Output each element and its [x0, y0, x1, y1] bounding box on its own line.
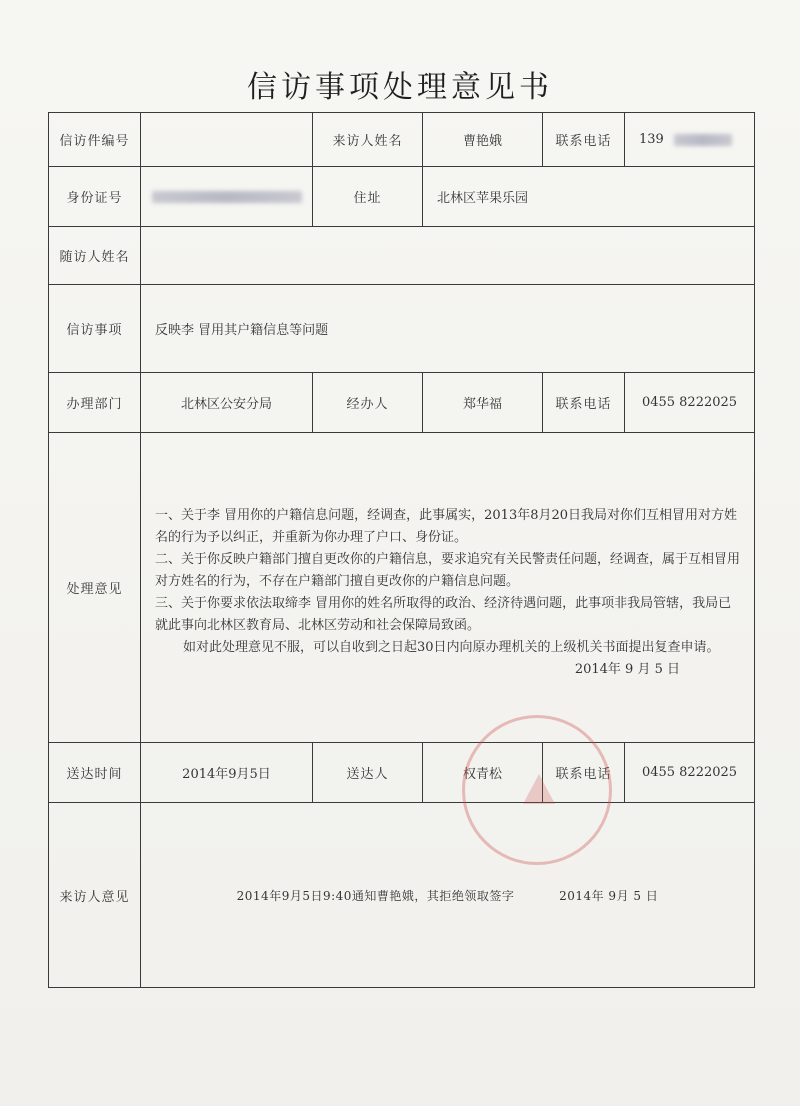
table-row: [49, 433, 755, 743]
accompany-name-value: [141, 227, 755, 285]
visitor-opinion-label: 来访人意见: [49, 803, 141, 988]
delivery-time-label: 送达时间: [49, 743, 141, 803]
delivery-phone-value: 0455 8222025: [625, 743, 755, 803]
table-row: [49, 113, 755, 167]
address-label: 住址: [313, 167, 423, 227]
table-row: [49, 285, 755, 373]
address-value: 北林区苹果乐园: [423, 167, 755, 227]
department-label: 办理部门: [49, 373, 141, 433]
id-number-label: 身份证号: [49, 167, 141, 227]
opinion-paragraph-2: 二、关于你反映户籍部门擅自更改你的户籍信息，要求追究有关民警责任问题，经调查，属于互相冒用对方姓名的行为，不存在户籍部门擅自更改你的户籍信息问题。: [155, 552, 741, 589]
table-row: [49, 373, 755, 433]
matter-value: 反映李 冒用其户籍信息等问题: [141, 285, 755, 373]
visitor-name-label: 来访人姓名: [313, 113, 423, 167]
deliverer-value: 权青松: [423, 743, 543, 803]
document-title: 信访事项处理意见书: [247, 70, 553, 105]
handler-label: 经办人: [313, 373, 423, 433]
case-number-value: [141, 113, 313, 167]
opinion-content: [141, 433, 755, 743]
redacted-id-number: [152, 191, 302, 203]
opinion-paragraph-1: 一、关于李 冒用你的户籍信息问题，经调查，此事属实，2013年8月20日我局对你们互相冒用对方姓名的行为予以纠正，并重新为你办理了户口、身份证。: [155, 508, 738, 545]
handler-value: 郑华福: [423, 373, 543, 433]
delivery-time-value: 2014年9月5日: [141, 743, 313, 803]
table-row: [49, 803, 755, 988]
delivery-phone-label: 联系电话: [543, 743, 625, 803]
opinion-paragraph-3: 三、关于你要求依法取缔李 冒用你的姓名所取得的政治、经济待遇问题，此事项非我局管辖，我局已就此事向北林区教育局、北林区劳动和社会保障局致函。: [155, 596, 732, 633]
accompany-name-label: 随访人姓名: [49, 227, 141, 285]
phone-label: 联系电话: [543, 113, 625, 167]
case-number-label: 信访件编号: [49, 113, 141, 167]
official-seal-stamp: [462, 715, 612, 865]
opinion-paragraph-4: 如对此处理意见不服，可以自收到之日起30日内向原办理机关的上级机关书面提出复查申请。: [183, 640, 720, 655]
visitor-name-value: 曹艳娥: [423, 113, 543, 167]
visitor-opinion-value: 2014年9月5日9:40通知曹艳娥，其拒绝领取签字: [236, 888, 515, 903]
opinion-date: 2014年 9 月 5 日: [574, 662, 680, 677]
table-row: [49, 227, 755, 285]
petition-form-table: [48, 112, 755, 988]
department-phone-label: 联系电话: [543, 373, 625, 433]
table-row: [49, 167, 755, 227]
department-value: 北林区公安分局: [141, 373, 313, 433]
department-phone-value: 0455 8222025: [625, 373, 755, 433]
visitor-opinion-cell: [141, 803, 755, 988]
visitor-opinion-date: 2014年 9月 5 日: [559, 888, 659, 903]
matter-label: 信访事项: [49, 285, 141, 373]
opinion-label: 处理意见: [49, 433, 141, 743]
deliverer-label: 送达人: [313, 743, 423, 803]
id-number-cell: [141, 167, 313, 227]
table-row: [49, 743, 755, 803]
redacted-phone: [674, 134, 732, 146]
phone-value-prefix: 139: [639, 132, 664, 147]
phone-cell: [625, 113, 755, 167]
